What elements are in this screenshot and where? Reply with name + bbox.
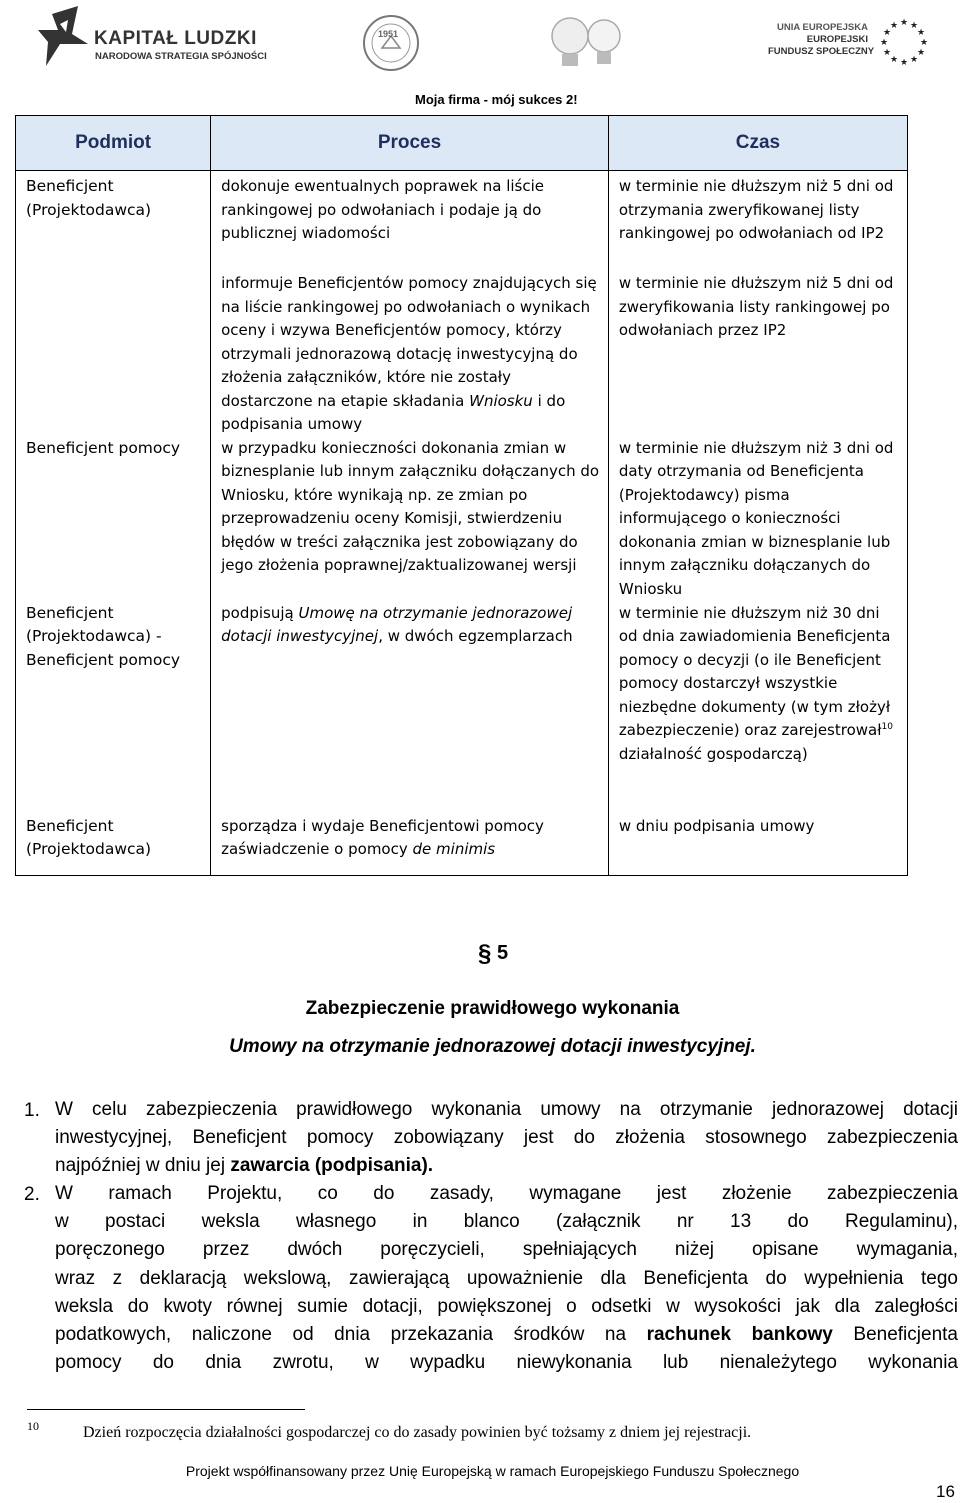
svg-text:★: ★ <box>899 58 909 68</box>
text-line: W celu zabezpieczenia prawidłowego wykonania umowy na otrzymanie jednorazowej dotacji <box>55 1099 958 1120</box>
section-symbol: § <box>478 940 492 967</box>
logo-title: KAPITAŁ LUDZKI <box>94 28 257 49</box>
table-header-row <box>16 116 908 171</box>
process-italic: de minimis <box>412 840 496 858</box>
subject-line: Beneficjent pomocy <box>26 650 181 669</box>
text-line: weksla do kwoty równej sumie dotacji, powiększonej o odsetki w wysokości jak dla zaległości <box>55 1295 958 1317</box>
text-line: najpóźniej w dniu jej zawarcia (podpisania). <box>55 1155 434 1177</box>
item-2-number: 2. <box>24 1184 40 1205</box>
kapital-ludzki-logo <box>38 4 278 68</box>
process-text: podpisują <box>221 603 294 622</box>
process-cell <box>211 272 609 437</box>
svg-text:★: ★ <box>889 55 899 65</box>
subject-line: Beneficjent pomocy <box>26 438 181 457</box>
process-cell <box>211 602 609 815</box>
light-bulb-icon <box>432 14 622 84</box>
time-cell: w terminie nie dłuższym niż 5 dni od otrzymania zweryfikowanej listy rankingowej po odwołaniach od IP2 <box>608 171 907 273</box>
svg-text:★: ★ <box>882 48 892 58</box>
light-bulbs-logo <box>432 14 622 84</box>
process-table <box>15 115 908 876</box>
text-line: wraz z deklaracją wekslową, zawierającą upoważnienie dla Beneficjenta do wypełnienia tego <box>55 1267 958 1289</box>
svg-text:★: ★ <box>916 28 926 38</box>
process-text: , w dwóch egzemplarzach <box>378 627 573 645</box>
eu-stars-icon <box>878 16 930 68</box>
svg-text:★: ★ <box>909 21 919 31</box>
table-row <box>16 171 908 273</box>
star-emblem-icon <box>38 4 90 68</box>
process-text: i do podpisania umowy <box>221 391 566 433</box>
footnote-text: Dzień rozpoczęcia działalności gospodarczej co do zasady powinien być tożsamy z dniem jej rejestracji. <box>83 1424 752 1441</box>
text-line: podatkowych, naliczone od dnia przekazania środków na rachunek bankowy Beneficjenta <box>55 1324 958 1346</box>
text-line: inwestycyjnej, Beneficjent pomocy zobowiązany jest do złożenia stosownego zabezpieczenia <box>55 1127 958 1149</box>
bold-text: zawarcia (podpisania). <box>230 1155 434 1177</box>
item-1-text <box>55 1096 958 1181</box>
text-line: poręczonego przez dwóch poręczycieli, spełniających niżej opisane wymagania, <box>55 1239 958 1261</box>
eu-line-1: UNIA EUROPEJSKA <box>777 22 868 33</box>
item-2-text <box>55 1180 958 1377</box>
page-number: 16 <box>936 1482 955 1501</box>
time-text: działalność gospodarczą) <box>618 744 808 763</box>
process-italic: Umowę na otrzymanie jednorazowej dotacji inwestycyjnej <box>221 603 573 645</box>
university-seal-logo <box>362 14 420 72</box>
subject-line: (Projektodawca) <box>26 840 152 858</box>
svg-text:★: ★ <box>909 55 919 65</box>
time-cell: w terminie nie dłuższym niż 5 dni od zweryfikowania listy rankingowej po odwołaniach przez IP2 <box>608 272 907 437</box>
time-text: w terminie nie dłuższym niż 30 dni od dnia zawiadomienia Beneficjenta pomocy o decyzji (o ile Beneficjent pomocy dostarczył wszystkie niezbędne dokumenty (w tym złożył zabezpieczenie) oraz zarejestrował <box>618 603 891 739</box>
subject-cell <box>16 602 211 815</box>
section-number: 5 <box>497 942 509 964</box>
process-text: informuje Beneficjentów pomocy znajdujących się na liście rankingowej po odwołaniach o wynikach oceny i wzywa Beneficjentów pomocy, którzy otrzymali jednorazową dotację inwestycyjną do złożenia załączników, które nie zostały dostarczone na etapie składania <box>221 274 597 410</box>
text-line: pomocy do dnia zwrotu, w wypadku niewykonania lub nienależytego wykonania <box>55 1352 958 1374</box>
eu-line-2: EUROPEJSKI <box>806 34 868 45</box>
section-subtitle: Umowy na otrzymanie jednorazowej dotacji inwestycyjnej. <box>229 1036 756 1057</box>
footnote-number: 10 <box>27 1419 39 1433</box>
svg-text:★: ★ <box>879 38 889 48</box>
eu-line-3: FUNDUSZ SPOŁECZNY <box>768 46 875 57</box>
subject-cell <box>16 272 211 437</box>
page-footer: Projekt współfinansowany przez Unię Europejską w ramach Europejskiego Funduszu Społecznego <box>185 1463 800 1479</box>
table-row <box>16 437 908 602</box>
process-text: sporządza i wydaje Beneficjentowi pomocy zaświadczenie o pomocy <box>221 816 544 858</box>
table-row <box>16 272 908 437</box>
table-row <box>16 815 908 876</box>
text-line: W ramach Projektu, co do zasady, wymagane jest złożenie zabezpieczenia <box>55 1183 958 1204</box>
svg-text:★: ★ <box>916 48 926 58</box>
header-subject: Podmiot <box>16 116 211 171</box>
bold-text: rachunek bankowy <box>646 1324 833 1346</box>
subject-line: Beneficjent <box>26 603 114 622</box>
text-line: w postaci weksla własnego in blanco (załącznik nr 13 do Regulaminu), <box>55 1211 958 1233</box>
footnote-rule <box>27 1409 305 1410</box>
time-cell <box>608 602 907 815</box>
time-cell: w terminie nie dłuższym niż 3 dni od daty otrzymania od Beneficjenta (Projektodawcy) pisma informującego o konieczności dokonania zmian w biznesplanie lub innym załączniku dołączanych do Wniosku <box>608 437 907 602</box>
svg-text:★: ★ <box>899 18 909 28</box>
seal-year: 1951 <box>378 29 399 39</box>
header-process: Proces <box>211 116 609 171</box>
time-cell: w dniu podpisania umowy <box>608 815 907 876</box>
subject-cell <box>16 437 211 602</box>
subject-line: (Projektodawca) - <box>26 627 162 645</box>
subject-line: (Projektodawca) <box>26 200 152 219</box>
process-cell <box>211 815 609 876</box>
svg-text:★: ★ <box>889 21 899 31</box>
process-cell: w przypadku konieczności dokonania zmian w biznesplanie lub innym załączniku dołączanych do Wniosku, które wynikają np. ze zmian po przeprowadzeniu oceny Komisji, stwierdzeniu błędów w treści załącznika jest zobowiązany do jego złożenia poprawnej/zaktualizowanej wersji <box>211 437 609 602</box>
table-row <box>16 602 908 815</box>
project-slogan: Moja firma - mój sukces 2! <box>415 92 578 107</box>
header-time: Czas <box>608 116 907 171</box>
process-cell: dokonuje ewentualnych poprawek na liście rankingowej po odwołaniach i podaje ją do publicznej wiadomości <box>211 171 609 273</box>
subject-line: Beneficjent <box>26 177 114 195</box>
eu-logo <box>768 16 938 66</box>
subject-cell <box>16 815 211 876</box>
section-title: Zabezpieczenie prawidłowego wykonania <box>305 998 680 1019</box>
subject-line: Beneficjent <box>26 816 114 835</box>
item-1-number: 1. <box>24 1100 40 1121</box>
svg-text:★: ★ <box>882 28 892 38</box>
logo-subtitle: NARODOWA STRATEGIA SPÓJNOŚCI <box>95 51 267 62</box>
svg-text:★: ★ <box>919 38 929 48</box>
process-italic: Wniosku <box>469 391 533 410</box>
footnote-ref: 10 <box>881 722 893 732</box>
subject-cell <box>16 171 211 273</box>
